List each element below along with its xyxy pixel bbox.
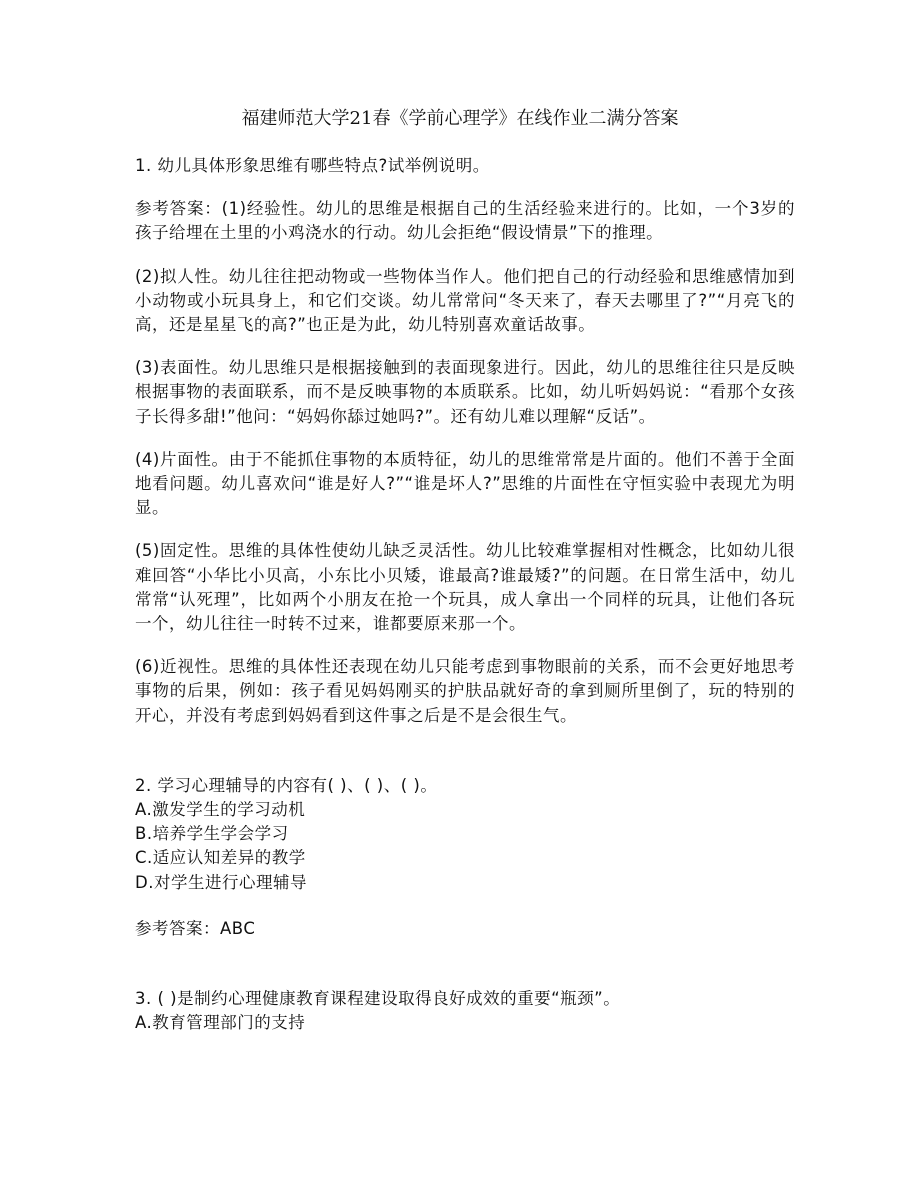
question-1-answer-4: (4)片面性。由于不能抓住事物的本质特征，幼儿的思维常常是片面的。他们不善于全面地看问题。幼儿喜欢问“谁是好人?”“谁是坏人?”思维的片面性在守恒实验中表现尤为明显。 — [135, 449, 795, 518]
question-1-answer-2: (2)拟人性。幼儿往往把动物或一些物体当作人。他们把自己的行动经验和思维感情加到小动物或小玩具身上，和它们交谈。幼儿常常问“冬天来了，春天去哪里了?”“月亮飞的高，还是星星飞的高?”也正是为此，幼儿特别喜欢童话故事。 — [135, 266, 795, 335]
question-2-option-b: B.培养学生学会学习 — [135, 824, 289, 844]
question-2-stem: 2. 学习心理辅导的内容有( )、( )、( )。 — [135, 775, 438, 795]
question-2-answer: 参考答案：ABC — [135, 918, 256, 938]
question-3-option-a: A.教育管理部门的支持 — [135, 1013, 306, 1033]
document-body — [135, 154, 795, 1035]
question-3-stem: 3. ( )是制约心理健康教育课程建设取得良好成效的重要“瓶颈”。 — [135, 989, 621, 1009]
question-1-stem: 1. 幼儿具体形象思维有哪些特点?试举例说明。 — [135, 156, 490, 175]
question-2-option-d: D.对学生进行心理辅导 — [135, 872, 307, 892]
document-title: 福建师范大学21春《学前心理学》在线作业二满分答案 — [241, 108, 679, 129]
spacer — [135, 941, 795, 987]
spacer — [135, 747, 795, 774]
question-2-option-c: C.适应认知差异的教学 — [135, 848, 306, 868]
question-1-answer-1: 参考答案：(1)经验性。幼儿的思维是根据自己的生活经验来进行的。比如，一个3岁的孩子给埋在土里的小鸡浇水的行动。幼儿会拒绝“假设情景”下的推理。 — [135, 199, 795, 243]
question-2-option-a: A.激发学生的学习动机 — [135, 800, 306, 820]
question-1-answer-6: (6)近视性。思维的具体性还表现在幼儿只能考虑到事物眼前的关系，而不会更好地思考事物的后果，例如：孩子看见妈妈刚买的护肤品就好奇的拿到厕所里倒了，玩的特别的开心，并没有考虑到妈妈看到这件事之后是不是会很生气。 — [135, 657, 795, 725]
question-1-answer-3: (3)表面性。幼儿思维只是根据接触到的表面现象进行。因此，幼儿的思维往往只是反映根据事物的表面联系，而不是反映事物的本质联系。比如，幼儿听妈妈说：“看那个女孩子长得多甜!”他问：“妈妈你舔过她吗?”。还有幼儿难以理解“反话”。 — [135, 358, 795, 426]
spacer — [135, 895, 795, 917]
question-1-answer-5: (5)固定性。思维的具体性使幼儿缺乏灵活性。幼儿比较难掌握相对性概念，比如幼儿很难回答“小华比小贝高，小东比小贝矮，谁最高?谁最矮?”的问题。在日常生活中，幼儿常常“认死理”，比如两个小朋友在抢一个玩具，成人拿出一个同样的玩具，让他们各玩一个，幼儿往往一时转不过来，谁都要原来那一个。 — [135, 541, 795, 634]
